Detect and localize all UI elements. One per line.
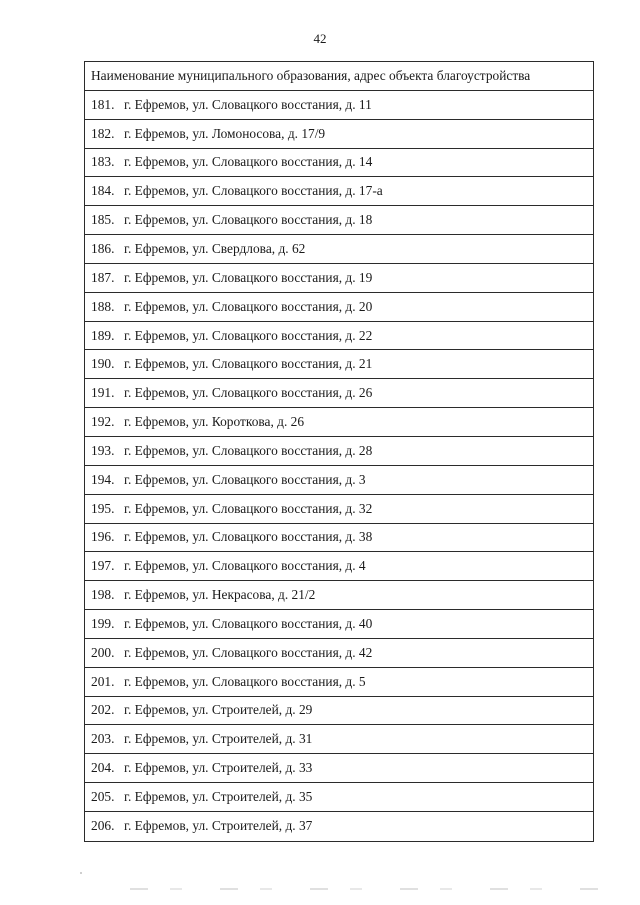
- row-number: 194.: [91, 471, 115, 487]
- row-number: 205.: [91, 789, 115, 805]
- table-row: [85, 437, 593, 466]
- scan-artifact-dot: [80, 872, 82, 874]
- table-row: [85, 668, 593, 697]
- table-row: [85, 293, 593, 322]
- row-address: г. Ефремов, ул. Словацкого восстания, д. 19: [124, 269, 373, 285]
- row-number: 188.: [91, 298, 115, 314]
- row-address: г. Ефремов, ул. Строителей, д. 33: [124, 760, 313, 776]
- table-row: [85, 206, 593, 235]
- page-number: 42: [313, 31, 327, 46]
- table-row: [85, 581, 593, 610]
- row-number: 184.: [91, 183, 115, 199]
- row-number: 183.: [91, 154, 115, 170]
- table-row: [85, 610, 593, 639]
- table-header: Наименование муниципального образования, адрес объекта благоустройства: [85, 62, 593, 91]
- row-address: г. Ефремов, ул. Свердлова, д. 62: [124, 240, 306, 256]
- row-address: г. Ефремов, ул. Словацкого восстания, д. 3: [124, 471, 366, 487]
- table-row: [85, 408, 593, 437]
- row-number: 199.: [91, 615, 115, 631]
- scan-artifact-bleedthrough: [130, 888, 600, 890]
- row-number: 182.: [91, 125, 115, 141]
- table-row: [85, 149, 593, 178]
- row-number: 200.: [91, 644, 115, 660]
- row-address: г. Ефремов, ул. Словацкого восстания, д. 40: [124, 615, 373, 631]
- row-address: г. Ефремов, ул. Строителей, д. 37: [124, 818, 313, 834]
- row-address: г. Ефремов, ул. Некрасова, д. 21/2: [124, 587, 316, 603]
- row-number: 193.: [91, 442, 115, 458]
- row-address: г. Ефремов, ул. Словацкого восстания, д. 11: [124, 96, 372, 112]
- table-row: [85, 91, 593, 120]
- table-row: [85, 812, 593, 841]
- row-address: г. Ефремов, ул. Словацкого восстания, д. 26: [124, 385, 373, 401]
- row-number: 201.: [91, 673, 115, 689]
- row-address: г. Ефремов, ул. Ломоносова, д. 17/9: [124, 125, 326, 141]
- row-address: г. Ефремов, ул. Словацкого восстания, д. 22: [124, 327, 373, 343]
- table-row: [85, 552, 593, 581]
- table-row: [85, 495, 593, 524]
- row-address: г. Ефремов, ул. Словацкого восстания, д. 14: [124, 154, 373, 170]
- row-number: 196.: [91, 529, 115, 545]
- row-number: 187.: [91, 269, 115, 285]
- table-row: [85, 639, 593, 668]
- row-address: г. Ефремов, ул. Словацкого восстания, д. 28: [124, 442, 373, 458]
- row-address: г. Ефремов, ул. Словацкого восстания, д. 32: [124, 500, 373, 516]
- table-row: [85, 524, 593, 553]
- row-address: г. Ефремов, ул. Словацкого восстания, д. 21: [124, 356, 373, 372]
- address-table: [84, 61, 594, 842]
- row-number: 189.: [91, 327, 115, 343]
- table-row: [85, 264, 593, 293]
- row-number: 197.: [91, 558, 115, 574]
- table-row: [85, 754, 593, 783]
- table-row: [85, 697, 593, 726]
- table-row: [85, 177, 593, 206]
- row-address: г. Ефремов, ул. Короткова, д. 26: [124, 414, 305, 430]
- table-row: [85, 120, 593, 149]
- row-number: 198.: [91, 587, 115, 603]
- row-number: 206.: [91, 818, 115, 834]
- row-address: г. Ефремов, ул. Строителей, д. 29: [124, 702, 313, 718]
- row-address: г. Ефремов, ул. Строителей, д. 35: [124, 789, 313, 805]
- table-row: [85, 725, 593, 754]
- row-address: г. Ефремов, ул. Словацкого восстания, д. 20: [124, 298, 373, 314]
- row-address: г. Ефремов, ул. Словацкого восстания, д. 17-а: [124, 183, 383, 199]
- row-address: г. Ефремов, ул. Словацкого восстания, д. 4: [124, 558, 366, 574]
- row-address: г. Ефремов, ул. Словацкого восстания, д. 18: [124, 212, 373, 228]
- row-number: 204.: [91, 760, 115, 776]
- row-address: г. Ефремов, ул. Словацкого восстания, д. 5: [124, 673, 366, 689]
- row-number: 192.: [91, 414, 115, 430]
- row-number: 186.: [91, 240, 115, 256]
- table-row: [85, 235, 593, 264]
- row-address: г. Ефремов, ул. Строителей, д. 31: [124, 731, 313, 747]
- row-number: 203.: [91, 731, 115, 747]
- row-number: 202.: [91, 702, 115, 718]
- table-row: [85, 322, 593, 351]
- row-address: г. Ефремов, ул. Словацкого восстания, д. 42: [124, 644, 373, 660]
- row-number: 185.: [91, 212, 115, 228]
- row-number: 191.: [91, 385, 115, 401]
- table-row: [85, 350, 593, 379]
- row-address: г. Ефремов, ул. Словацкого восстания, д. 38: [124, 529, 373, 545]
- row-number: 190.: [91, 356, 115, 372]
- table-row: [85, 783, 593, 812]
- row-number: 195.: [91, 500, 115, 516]
- table-row: [85, 466, 593, 495]
- table-row: [85, 379, 593, 408]
- row-number: 181.: [91, 96, 115, 112]
